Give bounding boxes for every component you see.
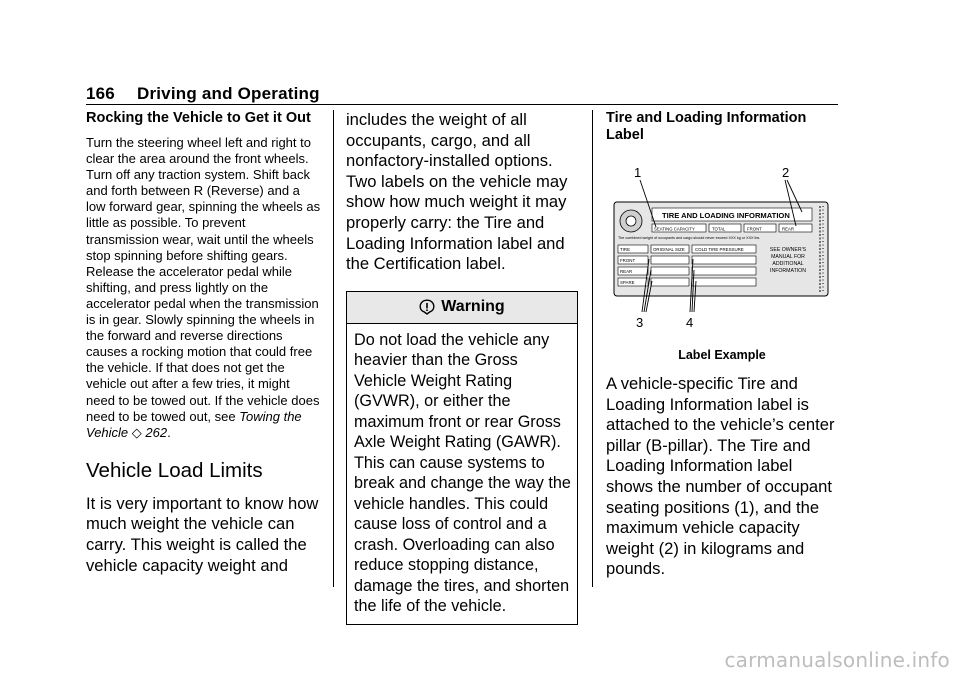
front-cell: FRONT [747,226,762,232]
rocking-heading: Rocking the Vehicle to Get it Out [86,110,311,126]
tire-label-drawing [606,160,838,340]
combined-weight-text: The combined weight of occupants and cargo should never exceed XXX kg or XXX lbs. [618,236,761,240]
header-rule [86,104,838,105]
xref-symbol: ◇ [131,424,142,440]
warning-header [347,292,577,324]
column-divider-2 [592,110,593,587]
labels-body: includes the weight of all occupants, cargo, and all nonfactory-installed options. Two labels on the vehicle may show how much weight it may properly carry: the Tire and Loading Information label and the Certification label. [346,110,568,274]
warning-icon [419,299,435,315]
label-figure [606,160,838,340]
rocking-body [86,135,322,441]
xref-towing[interactable]: Towing the Vehicle [86,408,302,440]
watermark: carmanualsonline.info [724,648,950,672]
callout-3: 3 [636,315,644,330]
see-owners-line-2: MANUAL FOR [771,254,805,260]
callout-2: 2 [782,165,790,180]
label-title: TIRE AND LOADING INFORMATION [662,211,790,220]
seating-capacity-cell: SEATING CAPACITY [654,226,695,232]
column-2 [346,110,578,625]
original-size-header: ORIGINAL SIZE [653,247,685,253]
rocking-text: Turn the steering wheel left and right to clear the area around the front wheels. Turn off any traction system. Shift back and forth between R (Reverse) and a low forward gear, spinning the wheels as little as possible. To prevent transmission wear, wait until the wheels stop spinning before shifting gears. Release the accelerator pedal while shifting, and press lightly on the accelerator pedal when the transmission is in gear. Slowly spinning the wheels in the forward and reverse directions causes a rocking motion that could free the vehicle. If that does not get the vehicle out after a few tries, it might need to be towed out. If the vehicle does need to be towed out, see [86,135,321,424]
see-owners-line-1: SEE OWNER'S [769,247,807,253]
tire-label-heading: Tire and Loading Information Label [606,110,807,143]
total-cell: TOTAL [712,226,726,232]
warning-box [346,291,578,625]
cold-pressure-header: COLD TIRE PRESSURE [695,247,744,253]
xref-page[interactable]: 262 [145,424,168,440]
column-divider-1 [333,110,334,587]
row-rear: REAR [620,269,633,275]
warning-body: Do not load the vehicle any heavier than the Gross Vehicle Weight Rating (GVWR), or either the maximum front or rear Gross Axle Weight Rating (GAWR). This can cause systems to break and change the way the vehicle handles. This could cause loss of control and a crash. Overloading can also reduce stopping distance, damage the tires, and shorten the life of the vehicle. [354,330,571,616]
load-limits-body: It is very important to know how much weight the vehicle can carry. This weight is called the vehicle capacity weight and [86,493,319,575]
tire-emblem-icon [620,210,642,232]
section-name: Driving and Operating [136,84,320,103]
column-1 [86,110,322,576]
callout-1: 1 [634,165,642,180]
page-header [86,84,320,104]
see-owners-line-4: INFORMATION [770,268,806,274]
xref-end: . [167,424,171,440]
figure-caption: Label Example [678,348,766,362]
section-title: Vehicle Load Limits [86,458,263,482]
tire-col-header: TIRE [620,247,631,253]
callout-4: 4 [686,315,694,330]
see-owners-line-3: ADDITIONAL [772,261,804,267]
warning-title: Warning [441,298,505,316]
row-spare: SPARE [620,280,635,286]
page-number: 166 [86,84,115,103]
tire-label-body: A vehicle-specific Tire and Loading Information label is attached to the vehicle’s center pillar (B-pillar). The Tire and Loading Information label shows the number of occupant seating positions (1), and the maximum vehicle capacity weight (2) in kilograms and pounds. [606,374,835,579]
column-3 [606,110,838,580]
rear-cell: REAR [782,226,794,232]
row-front: FRONT [620,258,636,264]
